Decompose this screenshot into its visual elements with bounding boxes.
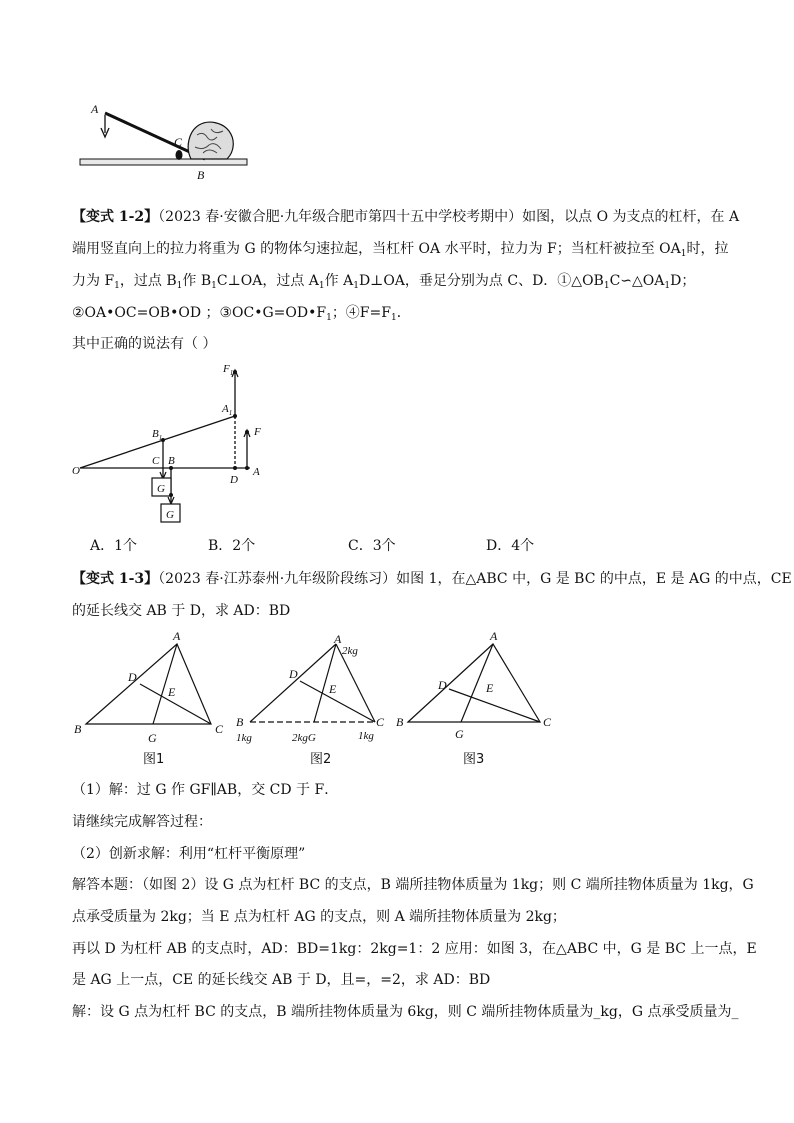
label-g: G	[455, 727, 464, 741]
label-d: D	[230, 474, 238, 486]
label-g1: G	[157, 483, 165, 495]
label-a: A	[490, 629, 498, 643]
v12-line1: 【变式 1-2】（2023 春·安徽合肥·九年级合肥市第四十五中学校考期中）如图，以点 O 为支点的杠杆，在 A	[72, 209, 740, 225]
label-c: C	[376, 715, 385, 729]
label-a: A	[334, 632, 342, 646]
caption-fig1: 图1	[143, 752, 165, 767]
label-a: A	[253, 466, 260, 478]
label-b1: $B_1$	[152, 428, 163, 442]
point-a1	[233, 414, 237, 418]
v13-p7: 是 AG 上一点，CE 的延长线交 AB 于 D，且=，=2，求 AD：BD	[72, 972, 491, 988]
figure-lever-oa	[72, 360, 272, 530]
label-o: O	[72, 465, 80, 477]
label-c: C	[174, 135, 183, 149]
v13-p5: 点承受质量为 2kg；当 E 点为杠杆 AG 的支点，则 A 端所挂物体质量为 2kg；	[72, 909, 566, 925]
label-g2: G	[166, 509, 174, 521]
fulcrum-stone	[176, 150, 183, 160]
v13-line2: 的延长线交 AB 于 D，求 AD：BD	[72, 603, 291, 619]
label-a: A	[173, 629, 181, 643]
label-e: E	[486, 681, 494, 695]
label-g: G	[148, 731, 157, 745]
v12-tag: 【变式 1-2】	[72, 209, 159, 225]
v13-line1: 【变式 1-3】（2023 春·江苏泰州·九年级阶段练习）如图 1，在△ABC 中，G 是 BC 的中点，E 是 AG 的中点，CE	[72, 571, 792, 587]
option-a[interactable]: A．1个	[90, 538, 138, 554]
label-b: B	[168, 455, 175, 467]
label-e: E	[329, 682, 337, 696]
point-g2	[169, 493, 173, 497]
median-ag	[153, 644, 177, 724]
option-d[interactable]: D．4个	[486, 538, 535, 554]
v12-question: 其中正确的说法有（ ）	[72, 336, 217, 352]
label-d: D	[128, 670, 137, 684]
line-cd	[300, 681, 375, 722]
label-f: F	[254, 426, 261, 438]
point-d	[233, 466, 237, 470]
figure-triangle-3	[392, 630, 562, 770]
point-a	[245, 466, 249, 470]
label-d: D	[438, 678, 447, 692]
triangle-abc	[408, 644, 540, 722]
v13-p8: 解：设 G 点为杠杆 BC 的支点，B 端所挂物体质量为 6kg，则 C 端所挂物体质量为_kg，G 点承受质量为_	[72, 1004, 739, 1020]
v12-line3: 力为 $F_1$，过点 $B_1$作 $B_1C\perp OA$，过点 $A_1$作 $A_1D\perp OA$，垂足分别为点 C、D．$①\triangle OB_1C∽\triangle OA_1D$；	[72, 273, 696, 291]
line-cd	[140, 684, 211, 724]
figure-triangle-2	[230, 630, 400, 770]
point-f	[245, 430, 249, 434]
option-b[interactable]: B．2个	[208, 538, 256, 554]
ground-plate	[80, 159, 247, 165]
label-c: C	[543, 715, 552, 729]
label-d: D	[289, 667, 298, 681]
v13-p6: 再以 D 为杠杆 AB 的支点时，AD：BD=1kg：2kg=1：2 应用：如图 3，在△ABC 中，G 是 BC 上一点，E	[72, 941, 757, 957]
label-a: A	[91, 102, 99, 116]
label-b: B	[396, 715, 404, 729]
point-f1	[233, 370, 237, 374]
v12-line2: 端用竖直向上的拉力将重为 G 的物体匀速拉起，当杠杆 OA 水平时，拉力为 F；当杠杆被拉至 $OA_1$时，拉	[72, 241, 729, 259]
kg-a: 2kg	[342, 645, 358, 657]
v13-p2: 请继续完成解答过程：	[72, 814, 212, 830]
rock	[188, 122, 233, 159]
kg-c: 1kg	[358, 730, 374, 742]
caption-fig2: 图2	[310, 752, 332, 767]
label-a1: $A_1$	[222, 403, 233, 417]
label-b: B	[74, 722, 82, 736]
v13-p3: （2）创新求解：利用“杠杆平衡原理”	[72, 846, 306, 862]
triangle-abc	[86, 644, 211, 724]
label-c: C	[152, 455, 160, 467]
figure-triangle-1	[70, 630, 240, 770]
label-c: C	[215, 722, 224, 736]
caption-fig3: 图3	[463, 752, 485, 767]
v13-p4: 解答本题：（如图 2）设 G 点为杠杆 BC 的支点，B 端所挂物体质量为 1kg；则 C 端所挂物体质量为 1kg，G	[72, 877, 754, 893]
label-b: B	[197, 168, 205, 182]
figure-lever-rock	[75, 95, 255, 190]
side-ab	[250, 644, 336, 722]
label-b: B	[236, 715, 244, 729]
kg-b: 1kg	[236, 732, 252, 744]
kg-g: 2kgG	[292, 732, 316, 744]
option-c[interactable]: C．3个	[348, 538, 396, 554]
v13-tag: 【变式 1-3】	[72, 571, 159, 587]
v12-line4: ②OA•OC=OB•OD ；$③OC•G=OD•F_1$；$④F=F_1$．	[72, 305, 411, 323]
label-f1: $F_1$	[223, 363, 234, 377]
label-e: E	[168, 685, 176, 699]
v13-p1: （1）解：过 G 作 GF∥AB，交 CD 于 F．	[72, 782, 339, 798]
